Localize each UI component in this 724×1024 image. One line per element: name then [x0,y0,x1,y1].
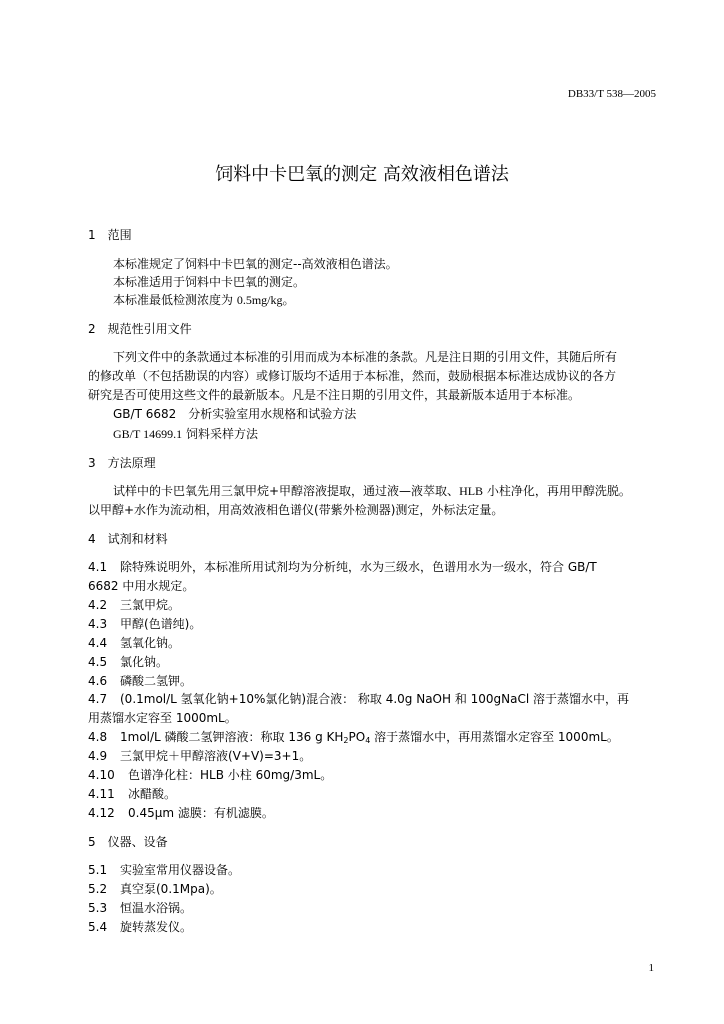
clause-4-3: 4.3 甲醇(色谱纯)。 [88,617,202,631]
paragraph: 本标准规定了饲料中卡巴氧的测定--高效液相色谱法。 [113,257,398,271]
section-number: 5 [88,835,96,849]
section-title: 规范性引用文件 [107,322,192,336]
clause-5-4: 5.4 旋转蒸发仪。 [88,920,193,934]
clause-5-2: 5.2 真空泵(0.1Mpa)。 [88,882,222,896]
clause-4-7-cont: 用蒸馏水定容至 1000mL。 [88,711,237,725]
section-number: 3 [88,456,96,470]
clause-4-7: 4.7 (0.1mol/L 氢氧化钠+10%氯化钠)混合液： 称取 4.0g NaOH 和 100gNaCl 溶于蒸馏水中，再 [88,692,630,706]
paragraph-line: 以甲醇+水作为流动相，用高效液相色谱仪(带紫外检测器)测定，外标法定量。 [88,503,504,517]
clause-4-6: 4.6 磷酸二氢钾。 [88,674,193,688]
section-title: 试剂和材料 [107,532,168,546]
clause-4-2: 4.2 三氯甲烷。 [88,598,181,612]
clause-4-1: 4.1 除特殊说明外，本标准所用试剂均为分析纯，水为三级水，色谱用水为一级水，符合 GB/T [88,560,597,574]
section-2-heading [88,322,192,336]
section-number: 4 [88,532,96,546]
paragraph-line: 研究是否可使用这些文件的最新版本。凡是不注日期的引用文件，其最新版本适用于本标准。 [88,388,581,402]
section-1-heading [88,228,132,242]
section-5-heading [88,835,168,849]
clause-4-10: 4.10 色谱净化柱：HLB 小柱 60mg/3mL。 [88,768,333,782]
section-4-heading [88,532,168,546]
paragraph: 本标准最低检测浓度为 0.5mg/kg。 [113,293,295,307]
clause-4-5: 4.5 氯化钠。 [88,655,169,669]
paragraph: 本标准适用于饲料中卡巴氧的测定。 [113,275,306,289]
clause-5-1: 5.1 实验室常用仪器设备。 [88,863,241,877]
paragraph-line: 下列文件中的条款通过本标准的引用而成为本标准的条款。凡是注日期的引用文件，其随后所有 [113,350,618,364]
section-title: 仪器、设备 [107,835,168,849]
section-3-heading [88,456,156,470]
clause-4-9: 4.9 三氯甲烷＋甲醇溶液(V+V)=3+1。 [88,749,312,763]
clause-4-8: 4.8 1mol/L 磷酸二氢钾溶液：称取 136 g $KH_2PO_4$ 溶于蒸馏水中，再用蒸馏水定容至 1000mL。 [88,730,619,745]
clause-4-1-cont: 6682 中用水规定。 [88,579,195,593]
paragraph-line: 的修改单（不包括勘误的内容）或修订版均不适用于本标准，然而，鼓励根据本标准达成协议的各方 [88,369,617,383]
clause-4-12: 4.12 0.45μm 滤膜：有机滤膜。 [88,806,274,820]
section-title: 方法原理 [107,456,156,470]
section-number: 1 [88,228,96,242]
clause-4-4: 4.4 氢氧化钠。 [88,636,181,650]
reference-gbt6682: GB/T 6682 分析实验室用水规格和试验方法 [113,407,357,421]
clause-5-3: 5.3 恒温水浴锅。 [88,901,193,915]
reference-gbt14699: GB/T 14699.1 饲料采样方法 [113,427,258,441]
page-number: 1 [648,962,654,974]
document-title: 饲料中卡巴氧的测定 高效液相色谱法 [215,164,509,185]
section-number: 2 [88,322,96,336]
standard-code: DB33/T 538—2005 [567,88,656,100]
section-title: 范围 [107,228,132,242]
clause-4-11: 4.11 冰醋酸。 [88,787,177,801]
paragraph-line: 试样中的卡巴氧先用三氯甲烷+甲醇溶液提取，通过液—液萃取、HLB 小柱净化，再用甲醇洗脱。 [113,484,631,498]
